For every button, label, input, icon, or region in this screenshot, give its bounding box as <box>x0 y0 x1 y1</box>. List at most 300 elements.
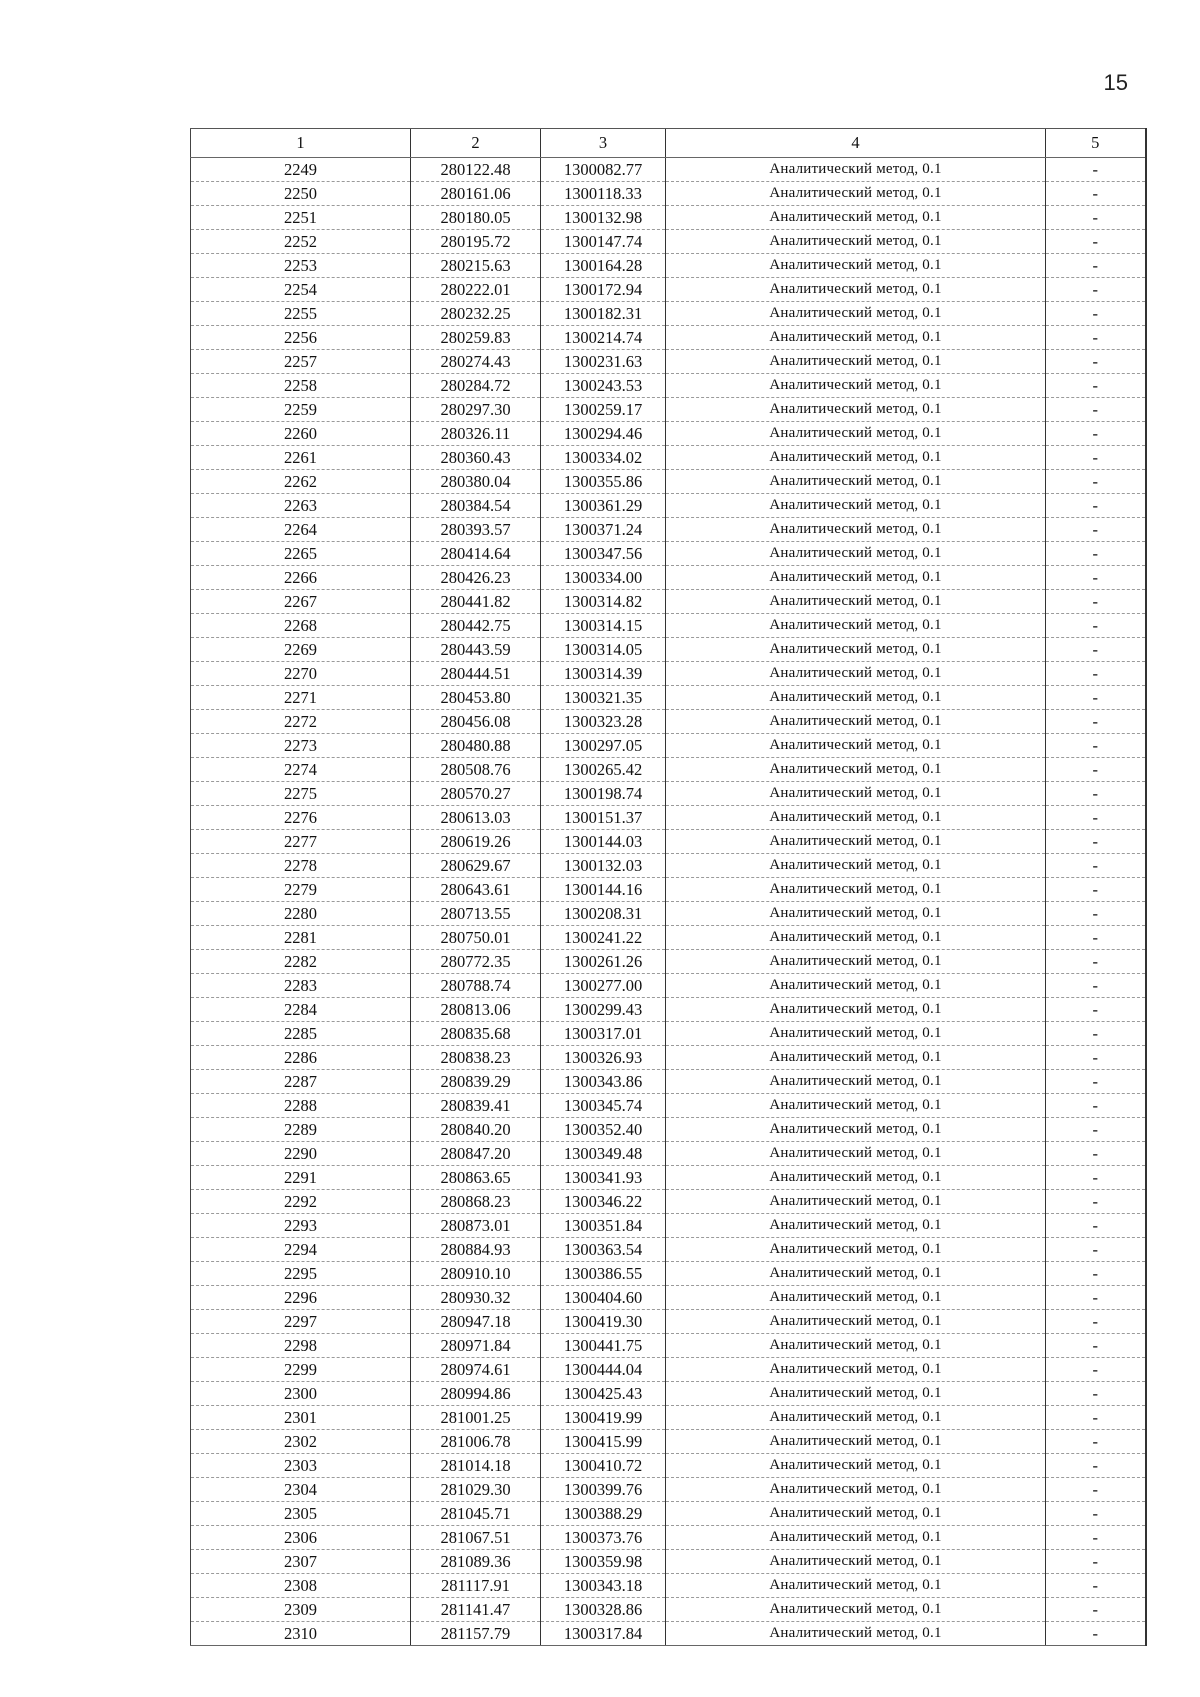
header-col-2: 2 <box>411 129 541 158</box>
table-row <box>191 1118 1146 1142</box>
note-cell: - <box>1046 302 1146 326</box>
method-accuracy-cell: Аналитический метод, 0.1 <box>666 902 1046 926</box>
table-row <box>191 1430 1146 1454</box>
coordinate-x-cell: 280360.43 <box>411 446 541 470</box>
method-accuracy-cell: Аналитический метод, 0.1 <box>666 350 1046 374</box>
point-number-cell: 2288 <box>191 1094 411 1118</box>
table-row <box>191 374 1146 398</box>
coordinate-x-cell: 281141.47 <box>411 1598 541 1622</box>
table-row <box>191 1046 1146 1070</box>
coordinate-y-cell: 1300314.39 <box>541 662 666 686</box>
table-row <box>191 422 1146 446</box>
coordinate-x-cell: 280613.03 <box>411 806 541 830</box>
coordinate-x-cell: 280284.72 <box>411 374 541 398</box>
coordinate-y-cell: 1300341.93 <box>541 1166 666 1190</box>
coordinate-x-cell: 280788.74 <box>411 974 541 998</box>
coordinate-y-cell: 1300343.86 <box>541 1070 666 1094</box>
note-cell: - <box>1046 158 1146 182</box>
point-number-cell: 2253 <box>191 254 411 278</box>
coordinate-x-cell: 280840.20 <box>411 1118 541 1142</box>
coordinate-y-cell: 1300151.37 <box>541 806 666 830</box>
table-row <box>191 1406 1146 1430</box>
method-accuracy-cell: Аналитический метод, 0.1 <box>666 494 1046 518</box>
point-number-cell: 2262 <box>191 470 411 494</box>
method-accuracy-cell: Аналитический метод, 0.1 <box>666 1502 1046 1526</box>
coordinate-x-cell: 280847.20 <box>411 1142 541 1166</box>
coordinate-x-cell: 280384.54 <box>411 494 541 518</box>
table-row <box>191 590 1146 614</box>
header-row <box>191 129 1146 158</box>
method-accuracy-cell: Аналитический метод, 0.1 <box>666 1166 1046 1190</box>
coordinate-y-cell: 1300241.22 <box>541 926 666 950</box>
coordinate-x-cell: 281006.78 <box>411 1430 541 1454</box>
note-cell: - <box>1046 974 1146 998</box>
coordinate-x-cell: 280195.72 <box>411 230 541 254</box>
coordinate-y-cell: 1300347.56 <box>541 542 666 566</box>
table-body <box>191 158 1146 1646</box>
coordinate-y-cell: 1300441.75 <box>541 1334 666 1358</box>
table-row <box>191 302 1146 326</box>
method-accuracy-cell: Аналитический метод, 0.1 <box>666 662 1046 686</box>
point-number-cell: 2300 <box>191 1382 411 1406</box>
coordinate-x-cell: 280380.04 <box>411 470 541 494</box>
note-cell: - <box>1046 326 1146 350</box>
table-row <box>191 1526 1146 1550</box>
table-row <box>191 1070 1146 1094</box>
point-number-cell: 2282 <box>191 950 411 974</box>
table-row <box>191 158 1146 182</box>
point-number-cell: 2289 <box>191 1118 411 1142</box>
coordinate-y-cell: 1300297.05 <box>541 734 666 758</box>
method-accuracy-cell: Аналитический метод, 0.1 <box>666 1574 1046 1598</box>
coordinate-y-cell: 1300415.99 <box>541 1430 666 1454</box>
table-row <box>191 494 1146 518</box>
table-row <box>191 734 1146 758</box>
coordinate-x-cell: 280839.41 <box>411 1094 541 1118</box>
method-accuracy-cell: Аналитический метод, 0.1 <box>666 1358 1046 1382</box>
note-cell: - <box>1046 254 1146 278</box>
note-cell: - <box>1046 878 1146 902</box>
header-col-3: 3 <box>541 129 666 158</box>
coordinate-x-cell: 280994.86 <box>411 1382 541 1406</box>
table-row <box>191 830 1146 854</box>
note-cell: - <box>1046 950 1146 974</box>
coordinate-y-cell: 1300326.93 <box>541 1046 666 1070</box>
note-cell: - <box>1046 1070 1146 1094</box>
coordinate-x-cell: 280629.67 <box>411 854 541 878</box>
note-cell: - <box>1046 494 1146 518</box>
method-accuracy-cell: Аналитический метод, 0.1 <box>666 614 1046 638</box>
coordinate-y-cell: 1300265.42 <box>541 758 666 782</box>
note-cell: - <box>1046 1430 1146 1454</box>
note-cell: - <box>1046 1310 1146 1334</box>
table-row <box>191 1142 1146 1166</box>
coordinates-table <box>190 128 1147 1646</box>
point-number-cell: 2266 <box>191 566 411 590</box>
table-row <box>191 902 1146 926</box>
coordinate-x-cell: 280947.18 <box>411 1310 541 1334</box>
note-cell: - <box>1046 1238 1146 1262</box>
note-cell: - <box>1046 806 1146 830</box>
table-row <box>191 1550 1146 1574</box>
point-number-cell: 2305 <box>191 1502 411 1526</box>
method-accuracy-cell: Аналитический метод, 0.1 <box>666 926 1046 950</box>
coordinate-y-cell: 1300243.53 <box>541 374 666 398</box>
coordinate-y-cell: 1300410.72 <box>541 1454 666 1478</box>
note-cell: - <box>1046 1190 1146 1214</box>
note-cell: - <box>1046 1094 1146 1118</box>
table-row <box>191 1262 1146 1286</box>
coordinate-x-cell: 280426.23 <box>411 566 541 590</box>
coordinate-x-cell: 280873.01 <box>411 1214 541 1238</box>
coordinate-x-cell: 281001.25 <box>411 1406 541 1430</box>
coordinate-y-cell: 1300118.33 <box>541 182 666 206</box>
coordinate-x-cell: 280480.88 <box>411 734 541 758</box>
coordinate-y-cell: 1300214.74 <box>541 326 666 350</box>
note-cell: - <box>1046 1382 1146 1406</box>
point-number-cell: 2250 <box>191 182 411 206</box>
method-accuracy-cell: Аналитический метод, 0.1 <box>666 1406 1046 1430</box>
method-accuracy-cell: Аналитический метод, 0.1 <box>666 1022 1046 1046</box>
table-row <box>191 1238 1146 1262</box>
point-number-cell: 2271 <box>191 686 411 710</box>
method-accuracy-cell: Аналитический метод, 0.1 <box>666 1046 1046 1070</box>
coordinate-x-cell: 281029.30 <box>411 1478 541 1502</box>
table-row <box>191 1190 1146 1214</box>
point-number-cell: 2310 <box>191 1622 411 1646</box>
coordinate-y-cell: 1300373.76 <box>541 1526 666 1550</box>
coordinate-x-cell: 280884.93 <box>411 1238 541 1262</box>
note-cell: - <box>1046 1262 1146 1286</box>
note-cell: - <box>1046 1214 1146 1238</box>
note-cell: - <box>1046 470 1146 494</box>
method-accuracy-cell: Аналитический метод, 0.1 <box>666 1526 1046 1550</box>
note-cell: - <box>1046 1454 1146 1478</box>
table-row <box>191 1574 1146 1598</box>
point-number-cell: 2290 <box>191 1142 411 1166</box>
point-number-cell: 2304 <box>191 1478 411 1502</box>
coordinate-y-cell: 1300321.35 <box>541 686 666 710</box>
coordinate-y-cell: 1300361.29 <box>541 494 666 518</box>
note-cell: - <box>1046 518 1146 542</box>
note-cell: - <box>1046 758 1146 782</box>
point-number-cell: 2279 <box>191 878 411 902</box>
method-accuracy-cell: Аналитический метод, 0.1 <box>666 158 1046 182</box>
note-cell: - <box>1046 374 1146 398</box>
method-accuracy-cell: Аналитический метод, 0.1 <box>666 782 1046 806</box>
coordinate-x-cell: 280274.43 <box>411 350 541 374</box>
coordinate-y-cell: 1300334.00 <box>541 566 666 590</box>
coordinate-x-cell: 280180.05 <box>411 206 541 230</box>
coordinate-y-cell: 1300351.84 <box>541 1214 666 1238</box>
note-cell: - <box>1046 350 1146 374</box>
coordinate-x-cell: 280570.27 <box>411 782 541 806</box>
note-cell: - <box>1046 926 1146 950</box>
table-header <box>191 129 1146 158</box>
method-accuracy-cell: Аналитический метод, 0.1 <box>666 1622 1046 1646</box>
method-accuracy-cell: Аналитический метод, 0.1 <box>666 326 1046 350</box>
method-accuracy-cell: Аналитический метод, 0.1 <box>666 830 1046 854</box>
method-accuracy-cell: Аналитический метод, 0.1 <box>666 1382 1046 1406</box>
point-number-cell: 2301 <box>191 1406 411 1430</box>
method-accuracy-cell: Аналитический метод, 0.1 <box>666 638 1046 662</box>
point-number-cell: 2270 <box>191 662 411 686</box>
coordinate-x-cell: 281089.36 <box>411 1550 541 1574</box>
coordinate-y-cell: 1300147.74 <box>541 230 666 254</box>
note-cell: - <box>1046 830 1146 854</box>
note-cell: - <box>1046 710 1146 734</box>
table-row <box>191 1502 1146 1526</box>
method-accuracy-cell: Аналитический метод, 0.1 <box>666 1310 1046 1334</box>
method-accuracy-cell: Аналитический метод, 0.1 <box>666 542 1046 566</box>
point-number-cell: 2292 <box>191 1190 411 1214</box>
coordinate-x-cell: 280772.35 <box>411 950 541 974</box>
point-number-cell: 2303 <box>191 1454 411 1478</box>
table-row <box>191 350 1146 374</box>
coordinate-x-cell: 280393.57 <box>411 518 541 542</box>
note-cell: - <box>1046 686 1146 710</box>
table-row <box>191 182 1146 206</box>
note-cell: - <box>1046 1022 1146 1046</box>
method-accuracy-cell: Аналитический метод, 0.1 <box>666 806 1046 830</box>
table-row <box>191 1478 1146 1502</box>
method-accuracy-cell: Аналитический метод, 0.1 <box>666 1478 1046 1502</box>
table-row <box>191 878 1146 902</box>
note-cell: - <box>1046 1166 1146 1190</box>
coordinate-x-cell: 280974.61 <box>411 1358 541 1382</box>
note-cell: - <box>1046 206 1146 230</box>
coordinate-x-cell: 280813.06 <box>411 998 541 1022</box>
coordinate-x-cell: 280456.08 <box>411 710 541 734</box>
note-cell: - <box>1046 182 1146 206</box>
method-accuracy-cell: Аналитический метод, 0.1 <box>666 878 1046 902</box>
point-number-cell: 2254 <box>191 278 411 302</box>
table-row <box>191 1358 1146 1382</box>
coordinate-x-cell: 280326.11 <box>411 422 541 446</box>
coordinate-y-cell: 1300144.16 <box>541 878 666 902</box>
point-number-cell: 2268 <box>191 614 411 638</box>
method-accuracy-cell: Аналитический метод, 0.1 <box>666 1070 1046 1094</box>
table-row <box>191 974 1146 998</box>
method-accuracy-cell: Аналитический метод, 0.1 <box>666 1262 1046 1286</box>
table-row <box>191 566 1146 590</box>
coordinate-y-cell: 1300208.31 <box>541 902 666 926</box>
method-accuracy-cell: Аналитический метод, 0.1 <box>666 374 1046 398</box>
point-number-cell: 2251 <box>191 206 411 230</box>
point-number-cell: 2275 <box>191 782 411 806</box>
method-accuracy-cell: Аналитический метод, 0.1 <box>666 230 1046 254</box>
method-accuracy-cell: Аналитический метод, 0.1 <box>666 518 1046 542</box>
method-accuracy-cell: Аналитический метод, 0.1 <box>666 566 1046 590</box>
coordinate-y-cell: 1300399.76 <box>541 1478 666 1502</box>
point-number-cell: 2249 <box>191 158 411 182</box>
coordinate-x-cell: 281045.71 <box>411 1502 541 1526</box>
method-accuracy-cell: Аналитический метод, 0.1 <box>666 1094 1046 1118</box>
point-number-cell: 2260 <box>191 422 411 446</box>
method-accuracy-cell: Аналитический метод, 0.1 <box>666 974 1046 998</box>
table-row <box>191 446 1146 470</box>
point-number-cell: 2261 <box>191 446 411 470</box>
point-number-cell: 2257 <box>191 350 411 374</box>
method-accuracy-cell: Аналитический метод, 0.1 <box>666 758 1046 782</box>
table-row <box>191 854 1146 878</box>
coordinate-y-cell: 1300419.30 <box>541 1310 666 1334</box>
header-col-1: 1 <box>191 129 411 158</box>
point-number-cell: 2269 <box>191 638 411 662</box>
coordinate-x-cell: 280868.23 <box>411 1190 541 1214</box>
coordinate-x-cell: 280838.23 <box>411 1046 541 1070</box>
coordinate-y-cell: 1300425.43 <box>541 1382 666 1406</box>
point-number-cell: 2278 <box>191 854 411 878</box>
table-row <box>191 542 1146 566</box>
table-row <box>191 1454 1146 1478</box>
note-cell: - <box>1046 854 1146 878</box>
note-cell: - <box>1046 1550 1146 1574</box>
coordinate-y-cell: 1300359.98 <box>541 1550 666 1574</box>
point-number-cell: 2297 <box>191 1310 411 1334</box>
point-number-cell: 2284 <box>191 998 411 1022</box>
note-cell: - <box>1046 1526 1146 1550</box>
method-accuracy-cell: Аналитический метод, 0.1 <box>666 1550 1046 1574</box>
point-number-cell: 2276 <box>191 806 411 830</box>
coordinate-x-cell: 280643.61 <box>411 878 541 902</box>
point-number-cell: 2286 <box>191 1046 411 1070</box>
coordinate-x-cell: 280910.10 <box>411 1262 541 1286</box>
note-cell: - <box>1046 278 1146 302</box>
coordinate-x-cell: 281117.91 <box>411 1574 541 1598</box>
coordinate-y-cell: 1300132.03 <box>541 854 666 878</box>
note-cell: - <box>1046 1502 1146 1526</box>
point-number-cell: 2258 <box>191 374 411 398</box>
note-cell: - <box>1046 422 1146 446</box>
point-number-cell: 2273 <box>191 734 411 758</box>
table-row <box>191 326 1146 350</box>
table-row <box>191 782 1146 806</box>
coordinate-x-cell: 280863.65 <box>411 1166 541 1190</box>
coordinate-y-cell: 1300363.54 <box>541 1238 666 1262</box>
point-number-cell: 2259 <box>191 398 411 422</box>
coordinate-y-cell: 1300259.17 <box>541 398 666 422</box>
coordinate-y-cell: 1300164.28 <box>541 254 666 278</box>
table-row <box>191 1286 1146 1310</box>
method-accuracy-cell: Аналитический метод, 0.1 <box>666 854 1046 878</box>
coordinate-x-cell: 281067.51 <box>411 1526 541 1550</box>
coordinate-x-cell: 280297.30 <box>411 398 541 422</box>
table-row <box>191 614 1146 638</box>
note-cell: - <box>1046 1286 1146 1310</box>
note-cell: - <box>1046 1574 1146 1598</box>
point-number-cell: 2295 <box>191 1262 411 1286</box>
coordinate-y-cell: 1300386.55 <box>541 1262 666 1286</box>
note-cell: - <box>1046 1478 1146 1502</box>
method-accuracy-cell: Аналитический метод, 0.1 <box>666 686 1046 710</box>
coordinate-y-cell: 1300198.74 <box>541 782 666 806</box>
coordinate-x-cell: 280508.76 <box>411 758 541 782</box>
note-cell: - <box>1046 1118 1146 1142</box>
table-row <box>191 254 1146 278</box>
point-number-cell: 2267 <box>191 590 411 614</box>
coordinate-y-cell: 1300182.31 <box>541 302 666 326</box>
coordinate-y-cell: 1300314.82 <box>541 590 666 614</box>
method-accuracy-cell: Аналитический метод, 0.1 <box>666 446 1046 470</box>
point-number-cell: 2283 <box>191 974 411 998</box>
point-number-cell: 2299 <box>191 1358 411 1382</box>
point-number-cell: 2298 <box>191 1334 411 1358</box>
table-row <box>191 206 1146 230</box>
coordinate-y-cell: 1300144.03 <box>541 830 666 854</box>
table-row <box>191 662 1146 686</box>
note-cell: - <box>1046 1334 1146 1358</box>
point-number-cell: 2308 <box>191 1574 411 1598</box>
coordinate-x-cell: 280619.26 <box>411 830 541 854</box>
point-number-cell: 2272 <box>191 710 411 734</box>
point-number-cell: 2287 <box>191 1070 411 1094</box>
point-number-cell: 2309 <box>191 1598 411 1622</box>
note-cell: - <box>1046 566 1146 590</box>
coordinate-x-cell: 280713.55 <box>411 902 541 926</box>
coordinate-x-cell: 280441.82 <box>411 590 541 614</box>
method-accuracy-cell: Аналитический метод, 0.1 <box>666 1118 1046 1142</box>
table-row <box>191 710 1146 734</box>
method-accuracy-cell: Аналитический метод, 0.1 <box>666 254 1046 278</box>
note-cell: - <box>1046 542 1146 566</box>
note-cell: - <box>1046 446 1146 470</box>
note-cell: - <box>1046 398 1146 422</box>
note-cell: - <box>1046 1406 1146 1430</box>
note-cell: - <box>1046 1358 1146 1382</box>
method-accuracy-cell: Аналитический метод, 0.1 <box>666 278 1046 302</box>
note-cell: - <box>1046 734 1146 758</box>
table-row <box>191 1214 1146 1238</box>
coordinate-y-cell: 1300314.15 <box>541 614 666 638</box>
table-row <box>191 1598 1146 1622</box>
coordinate-y-cell: 1300349.48 <box>541 1142 666 1166</box>
table-row <box>191 1310 1146 1334</box>
table-row <box>191 518 1146 542</box>
method-accuracy-cell: Аналитический метод, 0.1 <box>666 1334 1046 1358</box>
coordinate-y-cell: 1300314.05 <box>541 638 666 662</box>
coordinate-x-cell: 280930.32 <box>411 1286 541 1310</box>
table-row <box>191 758 1146 782</box>
coordinate-y-cell: 1300132.98 <box>541 206 666 230</box>
method-accuracy-cell: Аналитический метод, 0.1 <box>666 1190 1046 1214</box>
note-cell: - <box>1046 1142 1146 1166</box>
table-row <box>191 1622 1146 1646</box>
point-number-cell: 2291 <box>191 1166 411 1190</box>
method-accuracy-cell: Аналитический метод, 0.1 <box>666 182 1046 206</box>
table-row <box>191 1022 1146 1046</box>
method-accuracy-cell: Аналитический метод, 0.1 <box>666 1598 1046 1622</box>
coordinate-y-cell: 1300261.26 <box>541 950 666 974</box>
point-number-cell: 2263 <box>191 494 411 518</box>
coordinate-x-cell: 280442.75 <box>411 614 541 638</box>
coordinate-y-cell: 1300294.46 <box>541 422 666 446</box>
coordinate-y-cell: 1300334.02 <box>541 446 666 470</box>
method-accuracy-cell: Аналитический метод, 0.1 <box>666 1454 1046 1478</box>
note-cell: - <box>1046 590 1146 614</box>
note-cell: - <box>1046 1598 1146 1622</box>
table-row <box>191 1334 1146 1358</box>
coordinate-y-cell: 1300277.00 <box>541 974 666 998</box>
coordinate-x-cell: 280215.63 <box>411 254 541 278</box>
coordinate-x-cell: 280453.80 <box>411 686 541 710</box>
coordinate-x-cell: 280835.68 <box>411 1022 541 1046</box>
coordinate-y-cell: 1300404.60 <box>541 1286 666 1310</box>
coordinate-x-cell: 280839.29 <box>411 1070 541 1094</box>
coordinate-y-cell: 1300345.74 <box>541 1094 666 1118</box>
table-row <box>191 806 1146 830</box>
method-accuracy-cell: Аналитический метод, 0.1 <box>666 1214 1046 1238</box>
